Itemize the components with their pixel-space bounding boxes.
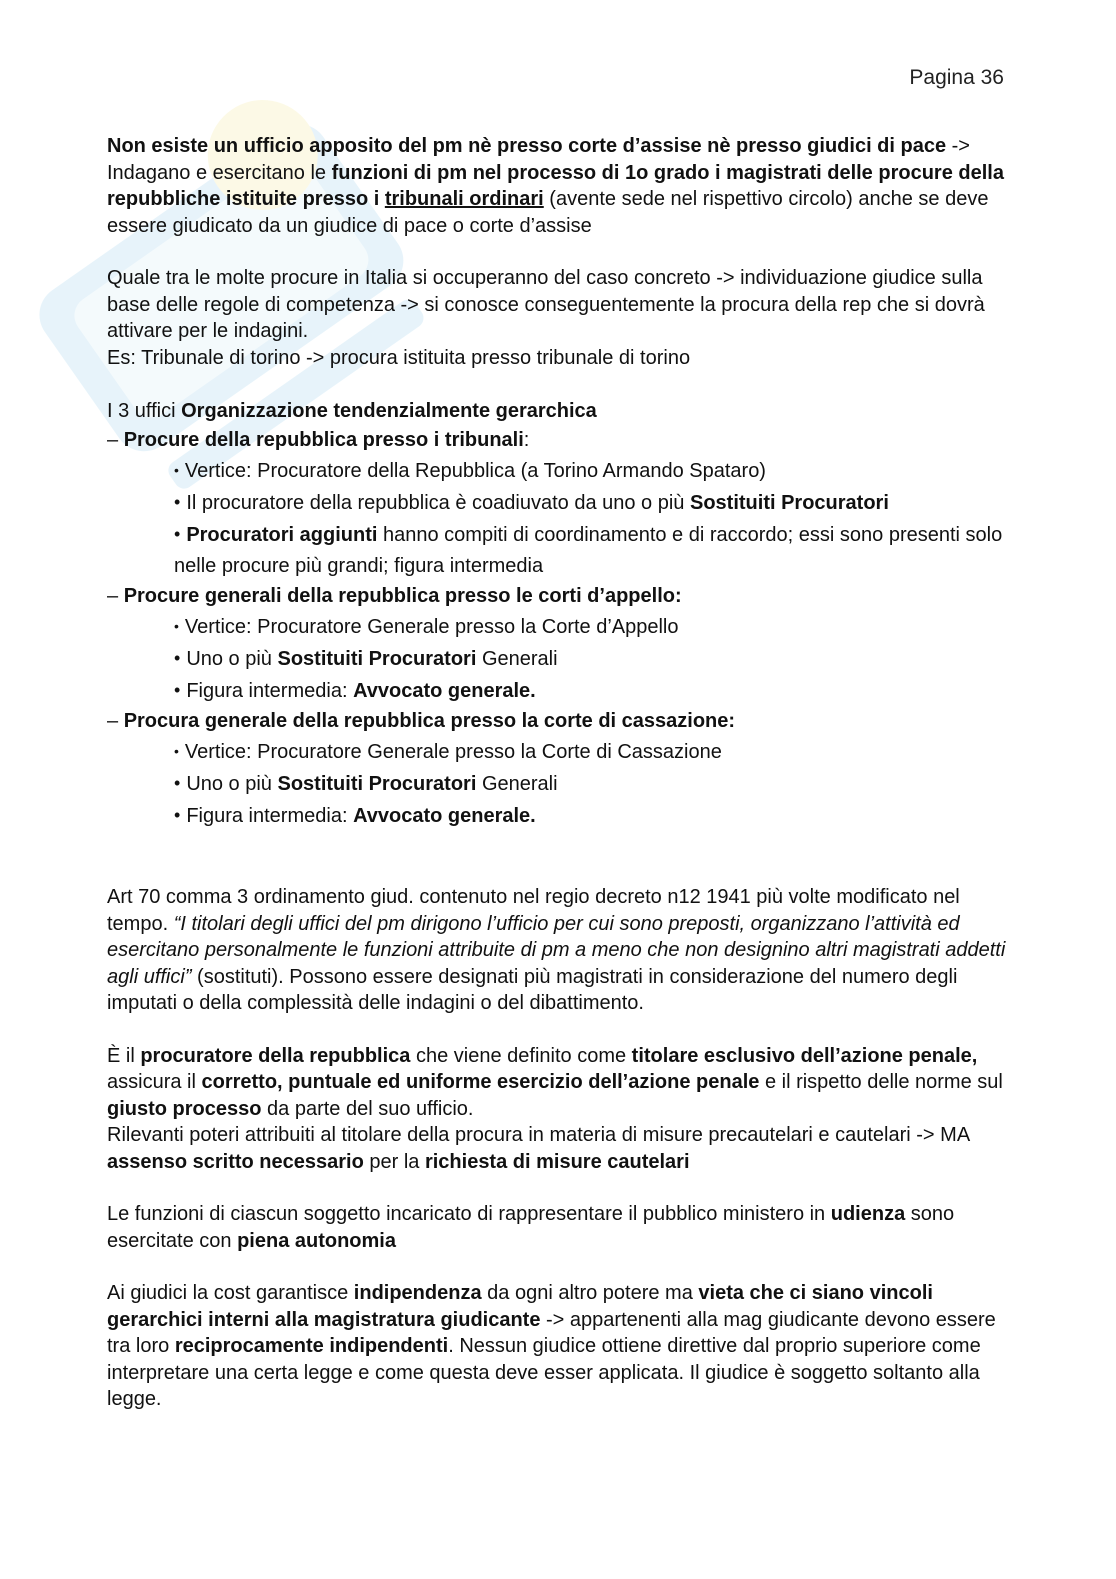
text: assicura il [107,1071,202,1093]
list-item [107,519,1012,582]
dash: – [107,710,119,732]
text-bold: titolare esclusivo dell’azione penale, [631,1044,978,1067]
list-item [107,675,1012,707]
text: . Nessun giudice ottiene direttive dal proprio superiore come interpretare una certa legge e come questa deve esser applicata. Il giudice è soggetto soltanto alla legge. [107,1335,981,1410]
section-procura-cassazione [107,707,1012,736]
text: Ai giudici la cost garantisce [107,1282,354,1304]
text: Uno o più [186,773,278,795]
text: Rilevanti poteri attribuiti al titolare della procura in materia di misure precautelari e cautelari -> MA [107,1124,970,1146]
text: Generali [476,648,558,670]
text-bold: Sostituiti Procuratori [277,773,477,795]
list-item [107,768,1012,800]
text-bold: Avvocato generale. [353,805,536,827]
section-procure-generali-appello [107,582,1012,611]
paragraph-art-70 [107,884,1012,1017]
text-bold: funzioni di pm nel processo di 1o grado i magistrati delle procure della repubbliche istituite presso i [107,161,1004,210]
text: per la [363,1150,425,1173]
dash: – [107,585,119,607]
text: Vertice: Procuratore Generale presso la Corte d’Appello [184,616,679,638]
paragraph-giudici [107,1280,1012,1413]
text-bold: corretto, puntuale ed uniforme esercizio dell’azione penale [201,1071,760,1093]
offices-intro [107,397,1012,426]
bullet-icon: • [174,524,181,544]
bullet-icon: • [174,805,181,825]
text: I 3 uffici [107,400,182,422]
text: Generali [476,773,558,795]
list-item [107,455,1012,487]
text-bold: richiesta di misure cautelari [424,1150,690,1173]
text: Figura intermedia: [186,805,354,827]
section-title: Procura generale della repubblica presso la corte di cassazione: [123,710,736,732]
text-bold: vieta che ci siano vincoli gerarchici interni alla magistratura giudicante [107,1282,933,1331]
section-title: Procure generali della repubblica presso le corti d’appello: [123,585,682,607]
section-procure-tribunali [107,426,1012,455]
text: È il [107,1044,141,1067]
bullet-icon: • [174,618,179,634]
section-title: Procure della repubblica presso i tribunali [123,429,524,451]
paragraph-pm-offices [107,133,1012,239]
text-bold: Procuratori aggiunti [186,524,378,546]
text: Vertice: Procuratore della Repubblica (a Torino Armando Spataro) [184,460,766,482]
list-procure-tribunali [107,455,1012,582]
text-bold: giusto processo [107,1097,262,1120]
bullet-icon: • [174,773,181,793]
list-item [107,611,1012,643]
list-item [107,487,1012,519]
text-bold-underlined: tribunali ordinari [384,188,544,210]
list-item [107,643,1012,675]
text-bold: Non esiste un ufficio apposito del pm nè presso corte d’assise nè presso giudici di pace [107,135,947,157]
text-bold: Sostituiti Procuratori [277,648,477,670]
text: Le funzioni di ciascun soggetto incaricato di rappresentare il pubblico ministero in [107,1203,831,1225]
text: Uno o più [186,648,278,670]
text: sono esercitate con [107,1203,955,1252]
page-number: Pagina 36 [909,66,1004,89]
bullet-icon: • [174,462,179,478]
text: -> appartenenti alla mag giudicante devono essere tra loro [107,1308,996,1357]
text: Art 70 comma 3 ordinamento giud. contenuto nel regio decreto n12 1941 più volte modificato nel tempo. [107,886,960,935]
bullet-icon: • [174,648,181,668]
text: (sostituti). Possono essere designati più magistrati in considerazione del numero degli imputati o della complessità delle indagini o del dibattimento. [107,965,958,1014]
text: Il procuratore della repubblica è coadiuvato da uno o più [186,492,690,514]
list-procura-cassazione [107,736,1012,832]
dash: – [107,429,119,451]
text: Quale tra le molte procure in Italia si occuperanno del caso concreto -> individuazione giudice sulla base delle regole di competenza -> si conosce conseguentemente la procura della rep che si dovrà attivare per le indagini. [107,267,985,342]
text: da parte del suo ufficio. [261,1097,474,1120]
text-bold: assenso scritto necessario [107,1150,364,1173]
list-procure-generali-appello [107,611,1012,707]
text-bold: indipendenza [353,1282,482,1304]
list-item [107,800,1012,832]
text: Vertice: Procuratore Generale presso la Corte di Cassazione [184,741,722,763]
text: -> Indagano e esercitano le [107,135,970,184]
text: : [523,429,530,451]
text: Es: Tribunale di torino -> procura istituita presso tribunale di torino [107,346,691,369]
text: da ogni altro potere ma [481,1282,699,1304]
text-bold: reciprocamente indipendenti [174,1335,449,1357]
text: hanno compiti di coordinamento e di raccordo; essi sono presenti solo nelle procure più grandi; figura intermedia [174,524,1003,577]
text-italic-quote: “I titolari degli uffici del pm dirigono l’ufficio per cui sono preposti, organizzano l’attività ed esercitano personalmente le funzioni attribuite di pm a meno che non designino altri magistrati addetti agli uffici” [107,912,1006,988]
paragraph-competence [107,265,1012,371]
bullet-icon: • [174,492,181,512]
list-item [107,736,1012,768]
paragraph-udienza [107,1201,1012,1254]
text: e il rispetto delle norme sul [759,1071,1003,1093]
text-bold: Organizzazione tendenzialmente gerarchica [181,400,597,422]
text-bold: procuratore della repubblica [140,1044,411,1067]
text: che viene definito come [410,1044,632,1067]
text: Figura intermedia: [186,680,354,702]
text: (avente sede nel rispettivo circolo) anche se deve essere giudicato da un giudice di pace o corte d’assise [107,188,989,237]
text-bold: Sostituiti Procuratori [689,492,889,514]
text-bold: udienza [830,1203,906,1225]
text-bold: Avvocato generale. [353,680,536,702]
bullet-icon: • [174,680,181,700]
text-bold: piena autonomia [237,1229,396,1252]
bullet-icon: • [174,743,179,759]
document-body [107,133,1012,1439]
paragraph-procuratore [107,1043,1012,1176]
